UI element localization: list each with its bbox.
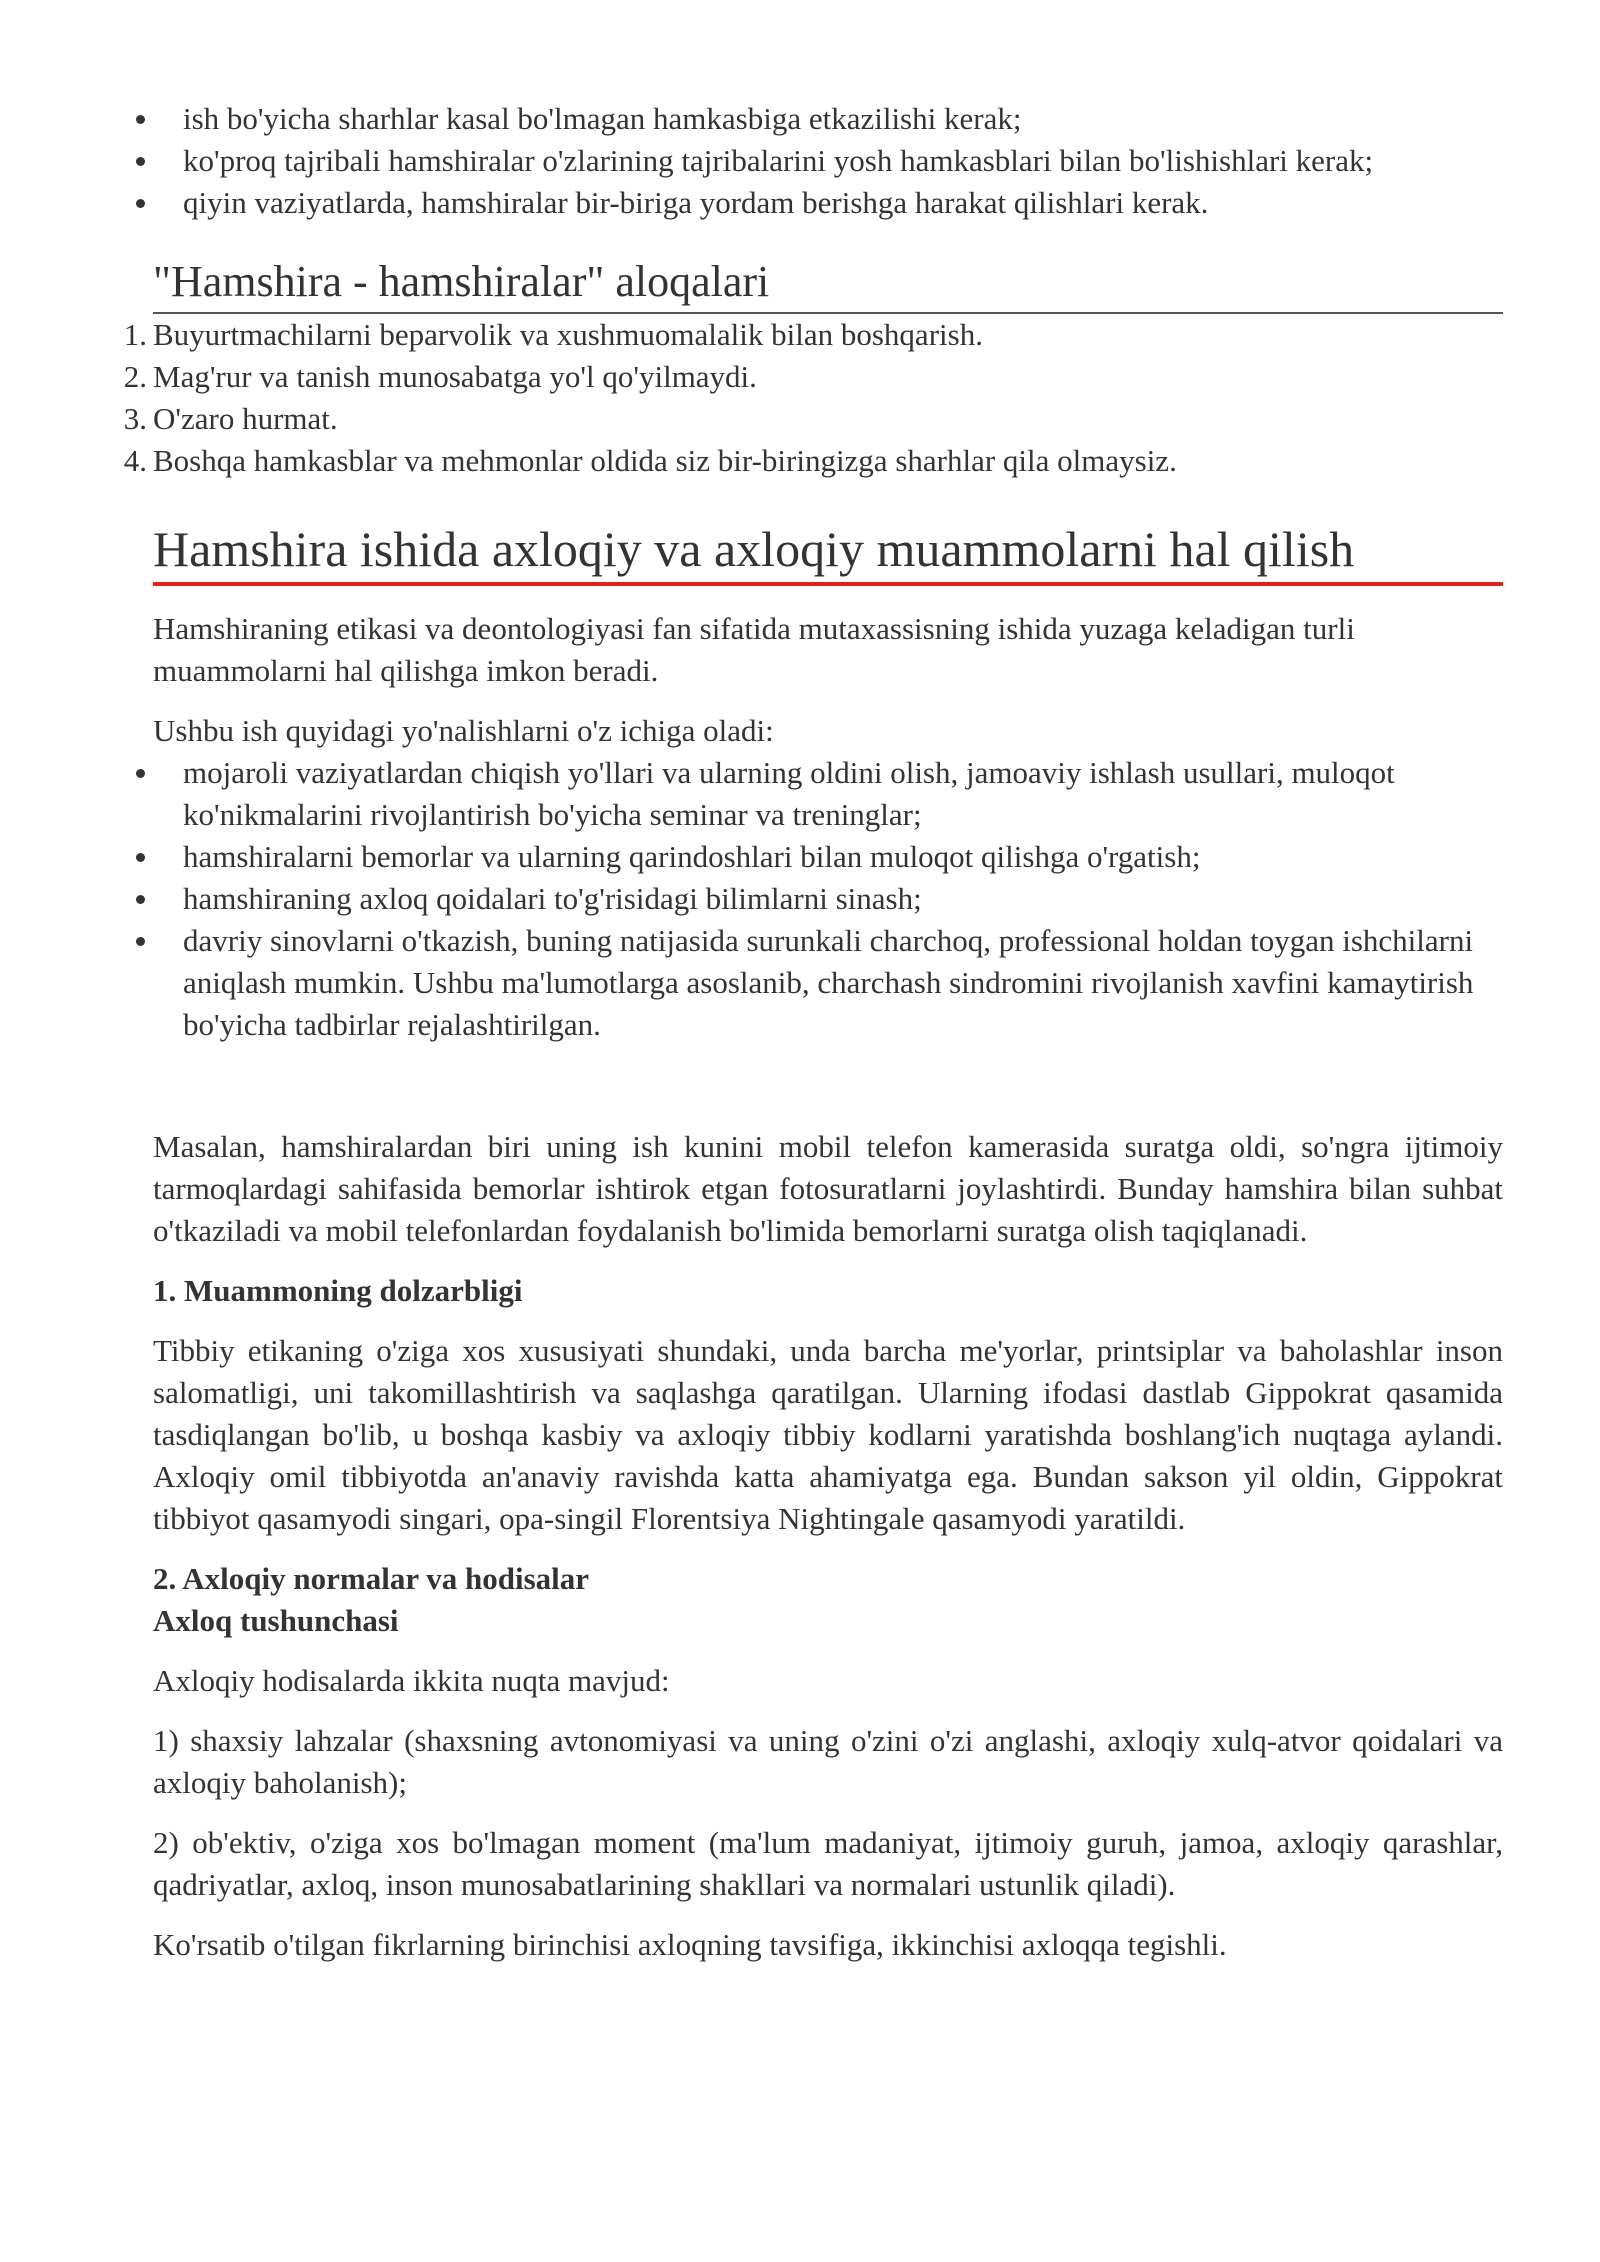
paragraph-relevance: Tibbiy etikaning o'ziga xos xususiyati shundaki, unda barcha me'yorlar, printsiplar va baholashlar inson salomatligi, uni takomillashtirish va saqlashga qaratilgan. Ularning ifodasi dastlab Gippokrat qasamida tasdiqlangan bo'lib, u boshqa kasbiy va axloqiy tibbiy kodlarni yaratishda boshlang'ich nuqtaga aylandi. Axloqiy omil tibbiyotda an'anaviy ravishda katta ahamiyatga ega. Bundan sakson yil oldin, Gippokrat tibbiyot qasamyodi singari, opa-singil Florentsiya Nightingale qasamyodi yaratildi. <box>153 1333 1503 1536</box>
paragraph-example: Masalan, hamshiralardan biri uning ish kunini mobil telefon kamerasida suratga oldi, so'ngra ijtimoiy tarmoqlardagi sahifasida bemorlar ishtirok etgan fotosuratlarni joylashtirdi. Bunday hamshira bilan suhbat o'tkaziladi va mobil telefonlardan foydalanish bo'limida bemorlarni suratga olish taqiqlanadi. <box>153 1129 1503 1248</box>
list-item: davriy sinovlarni o'tkazish, buning natijasida surunkali charchoq, professional holdan toygan ishchilarni aniqlash mumkin. Ushbu ma'lumotlarga asoslanib, charchash sindromini rivojlanish xavfini kamaytirish bo'yicha tadbirlar rejalashtirilgan. <box>153 920 1503 1046</box>
paragraph-lead: Ushbu ish quyidagi yo'nalishlarni o'z ichiga oladi: <box>153 713 774 748</box>
list-item: mojaroli vaziyatlardan chiqish yo'llari va ularning oldini olish, jamoaviy ishlash usullari, muloqot ko'nikmalarini rivojlantirish bo'yicha seminar va treninglar; <box>153 752 1503 836</box>
list-item <box>123 440 1503 482</box>
top-bullet-list <box>153 98 1503 224</box>
list-item <box>123 314 1503 356</box>
list-number: 4. <box>123 443 147 478</box>
list-item: ko'proq tajribali hamshiralar o'zlarining tajribalarini yosh hamkasblari bilan bo'lishishlari kerak; <box>153 140 1503 182</box>
list-item: hamshiraning axloq qoidalari to'g'risidagi bilimlarni sinash; <box>153 878 1503 920</box>
list-item: ish bo'yicha sharhlar kasal bo'lmagan hamkasbiga etkazilishi kerak; <box>153 98 1503 140</box>
paragraph-point-1: 1) shaxsiy lahzalar (shaxsning avtonomiyasi va uning o'zini o'zi anglashi, axloqiy xulq-atvor qoidalari va axloqiy baholanish); <box>153 1723 1503 1800</box>
section-heading-ethics: Hamshira ishida axloqiy va axloqiy muammolarni hal qilish <box>153 518 1503 586</box>
list-item-text: Boshqa hamkasblar va mehmonlar oldida siz bir-biringizga sharhlar qila olmaysiz. <box>153 443 1177 478</box>
list-item <box>123 356 1503 398</box>
list-item: qiyin vaziyatlarda, hamshiralar bir-biriga yordam berishga harakat qilishlari kerak. <box>153 182 1503 224</box>
paragraph-intro: Hamshiraning etikasi va deontologiyasi fan sifatida mutaxassisning ishida yuzaga keladigan turli muammolarni hal qilishga imkon beradi. <box>153 611 1355 688</box>
list-item-text: Buyurtmachilarni beparvolik va xushmuomalalik bilan boshqarish. <box>153 317 983 352</box>
paragraph-conclusion: Ko'rsatib o'tilgan fikrlarning birinchisi axloqning tavsifiga, ikkinchisi axloqqa tegishli. <box>153 1927 1227 1962</box>
section-heading-nurse-relations: "Hamshira - hamshiralar" aloqalari <box>153 254 1503 314</box>
document-content <box>123 98 1503 1966</box>
list-item-text: Mag'rur va tanish munosabatga yo'l qo'yilmaydi. <box>153 359 757 394</box>
list-number: 1. <box>123 317 147 352</box>
ethics-bullet-list <box>153 752 1503 1046</box>
list-number: 2. <box>123 359 147 394</box>
list-number: 3. <box>123 401 147 436</box>
numbered-list <box>123 314 1503 482</box>
list-item: hamshiralarni bemorlar va ularning qarindoshlari bilan muloqot qilishga o'rgatish; <box>153 836 1503 878</box>
subheading-moral-concept: Axloq tushunchasi <box>153 1603 399 1638</box>
paragraph-moral-lead: Axloqiy hodisalarda ikkita nuqta mavjud: <box>153 1663 670 1698</box>
paragraph-point-2: 2) ob'ektiv, o'ziga xos bo'lmagan moment (ma'lum madaniyat, ijtimoiy guruh, jamoa, axloqiy qarashlar, qadriyatlar, axloq, inson munosabatlarining shakllari va normalari ustunlik qiladi). <box>153 1825 1503 1902</box>
subheading-relevance: 1. Muammoning dolzarbligi <box>153 1273 523 1308</box>
list-item-text: O'zaro hurmat. <box>153 401 338 436</box>
subheading-moral-norms: 2. Axloqiy normalar va hodisalar <box>153 1561 590 1596</box>
list-item <box>123 398 1503 440</box>
